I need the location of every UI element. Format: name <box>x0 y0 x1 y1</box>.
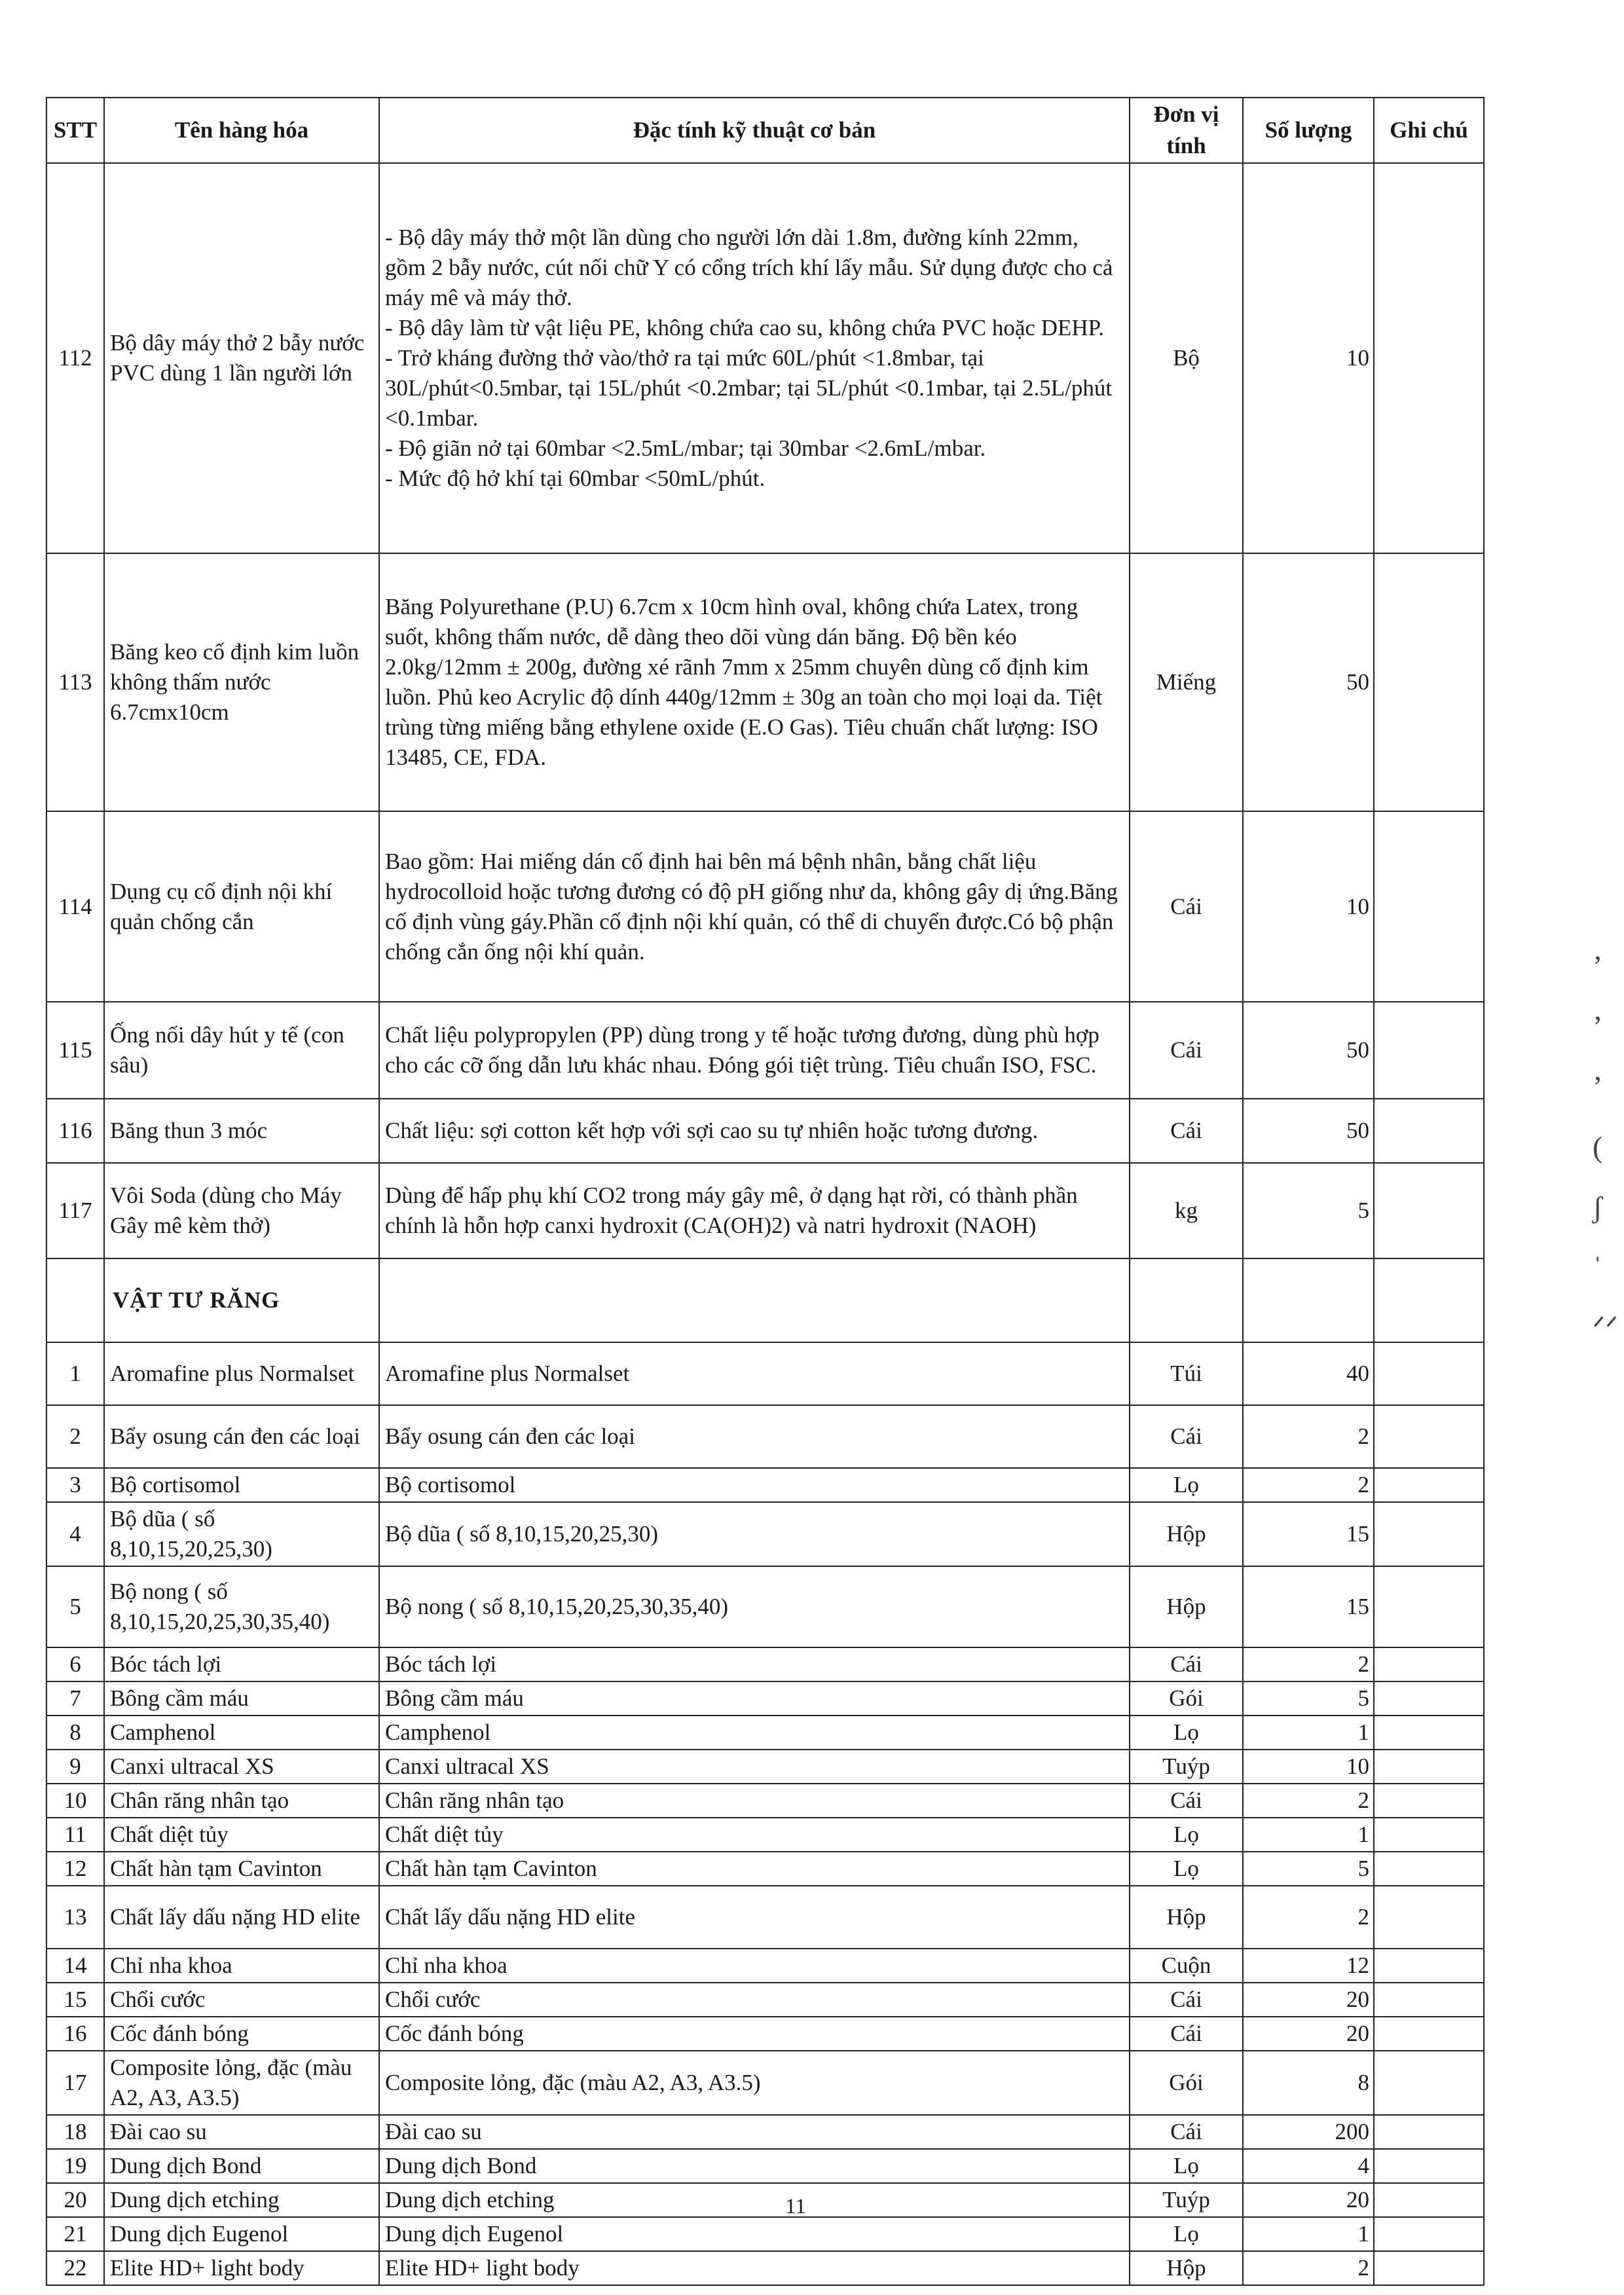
row-unit: Cái <box>1130 1099 1243 1163</box>
row-spec <box>379 1163 1130 1258</box>
row-spec: Bộ nong ( số 8,10,15,20,25,30,35,40) <box>379 1566 1130 1647</box>
row-name: Cốc đánh bóng <box>104 2017 379 2051</box>
row-spec: Bóc tách lợi <box>379 1647 1130 1681</box>
header-spec: Đặc tính kỹ thuật cơ bản <box>379 98 1130 163</box>
spec-line: Chất liệu: sợi cotton kết hợp với sợi cao su tự nhiên hoặc tương đương. <box>385 1118 1039 1143</box>
row-qty: 200 <box>1243 2115 1374 2149</box>
row-unit: Tuýp <box>1130 2183 1243 2217</box>
row-note <box>1374 163 1484 553</box>
row-unit: Cái <box>1130 1784 1243 1818</box>
header-stt: STT <box>46 98 104 163</box>
table-row <box>46 1949 1484 1983</box>
row-unit: Hộp <box>1130 2251 1243 2285</box>
row-stt: 114 <box>46 811 104 1002</box>
row-stt: 16 <box>46 2017 104 2051</box>
row-qty: 1 <box>1243 1818 1374 1852</box>
table-row <box>46 2017 1484 2051</box>
row-spec: Dung dịch Bond <box>379 2149 1130 2183</box>
row-unit: Lọ <box>1130 2217 1243 2251</box>
row-note <box>1374 1852 1484 1886</box>
row-unit: Cuộn <box>1130 1949 1243 1983</box>
row-spec: Bộ dũa ( số 8,10,15,20,25,30) <box>379 1502 1130 1566</box>
spec-line: - Trở kháng đường thở vào/thở ra tại mức 60L/phút <1.8mbar, tại 30L/phút<0.5mbar, tại 15L/phút <0.2mbar; tại 5L/phút <0.1mbar, tại 2.5L/phút <0.1mbar. <box>385 345 1113 431</box>
row-note <box>1374 1099 1484 1163</box>
row-note <box>1374 1342 1484 1405</box>
spec-line: - Bộ dây máy thở một lần dùng cho người lớn dài 1.8m, đường kính 22mm, gồm 2 bẫy nước, cút nối chữ Y có cổng trích khí lấy mẫu. Sử dụng được cho cả máy mê và máy thở. <box>385 225 1113 310</box>
row-stt: 113 <box>46 553 104 811</box>
row-note <box>1374 2149 1484 2183</box>
row-qty: 2 <box>1243 2251 1374 2285</box>
row-stt: 4 <box>46 1502 104 1566</box>
row-qty: 2 <box>1243 1784 1374 1818</box>
section-header-row <box>46 1258 1484 1342</box>
row-qty: 10 <box>1243 163 1374 553</box>
row-qty: 5 <box>1243 1163 1374 1258</box>
row-stt: 116 <box>46 1099 104 1163</box>
row-name: Chất hàn tạm Cavinton <box>104 1852 379 1886</box>
row-spec <box>379 1002 1130 1099</box>
row-spec: Chất diệt tủy <box>379 1818 1130 1852</box>
row-note <box>1374 2017 1484 2051</box>
table-row <box>46 1681 1484 1716</box>
table-row <box>46 1405 1484 1468</box>
row-spec: Elite HD+ light body <box>379 2251 1130 2285</box>
row-qty: 5 <box>1243 1852 1374 1886</box>
table-row <box>46 163 1484 553</box>
row-name: Dung dịch Eugenol <box>104 2217 379 2251</box>
row-spec <box>379 163 1130 553</box>
row-note <box>1374 2051 1484 2115</box>
row-qty: 50 <box>1243 1002 1374 1099</box>
row-qty: 5 <box>1243 1681 1374 1716</box>
row-spec: Chất hàn tạm Cavinton <box>379 1852 1130 1886</box>
row-note <box>1374 1818 1484 1852</box>
row-note <box>1374 1784 1484 1818</box>
table-row <box>46 1566 1484 1647</box>
row-qty: 20 <box>1243 2017 1374 2051</box>
row-spec: Composite lỏng, đặc (màu A2, A3, A3.5) <box>379 2051 1130 2115</box>
row-spec <box>379 553 1130 811</box>
row-spec: Canxi ultracal XS <box>379 1750 1130 1784</box>
row-stt: 5 <box>46 1566 104 1647</box>
row-name: Dụng cụ cố định nội khí quản chống cắn <box>104 811 379 1002</box>
row-spec: Aromafine plus Normalset <box>379 1342 1130 1405</box>
row-qty: 50 <box>1243 1099 1374 1163</box>
row-note <box>1374 811 1484 1002</box>
row-spec: Bộ cortisomol <box>379 1468 1130 1502</box>
row-qty: 2 <box>1243 1405 1374 1468</box>
row-stt: 2 <box>46 1405 104 1468</box>
table-row <box>46 1784 1484 1818</box>
row-qty: 2 <box>1243 1468 1374 1502</box>
row-unit: Tuýp <box>1130 1750 1243 1784</box>
margin-mark: ʃ <box>1593 1190 1603 1224</box>
row-unit: Hộp <box>1130 1886 1243 1949</box>
row-stt: 3 <box>46 1468 104 1502</box>
row-spec: Dung dịch etching <box>379 2183 1130 2217</box>
row-unit: kg <box>1130 1163 1243 1258</box>
row-stt: 12 <box>46 1852 104 1886</box>
row-unit: Cái <box>1130 2115 1243 2149</box>
spec-line: - Bộ dây làm từ vật liệu PE, không chứa cao su, không chứa PVC hoặc DEHP. <box>385 315 1104 340</box>
row-note <box>1374 2251 1484 2285</box>
row-name: Bộ nong ( số 8,10,15,20,25,30,35,40) <box>104 1566 379 1647</box>
row-note <box>1374 1566 1484 1647</box>
row-name: Đài cao su <box>104 2115 379 2149</box>
spec-line: Bao gồm: Hai miếng dán cố định hai bên má bệnh nhân, bằng chất liệu hydrocolloid hoặc tương đương có độ pH giống như da, không gây dị ứng.Băng cố định vùng gáy.Phần cố định nội khí quản, có thể di chuyển được.Có bộ phận chống cắn ống nội khí quản. <box>385 848 1118 964</box>
table-row <box>46 1342 1484 1405</box>
row-stt: 22 <box>46 2251 104 2285</box>
row-spec: Đài cao su <box>379 2115 1130 2149</box>
section-title: VẬT TƯ RĂNG <box>104 1258 379 1342</box>
row-qty: 20 <box>1243 2183 1374 2217</box>
row-name: Bộ cortisomol <box>104 1468 379 1502</box>
row-unit: Cái <box>1130 1647 1243 1681</box>
procurement-table <box>46 97 1485 2286</box>
row-spec: Chân răng nhân tạo <box>379 1784 1130 1818</box>
row-name: Bóc tách lợi <box>104 1647 379 1681</box>
row-unit: Lọ <box>1130 2149 1243 2183</box>
row-qty: 10 <box>1243 1750 1374 1784</box>
document-page <box>46 97 1483 2286</box>
table-row <box>46 1886 1484 1949</box>
row-name: Elite HD+ light body <box>104 2251 379 2285</box>
row-stt: 13 <box>46 1886 104 1949</box>
row-qty: 8 <box>1243 2051 1374 2115</box>
row-name: Composite lỏng, đặc (màu A2, A3, A3.5) <box>104 2051 379 2115</box>
row-unit: Bộ <box>1130 163 1243 553</box>
row-stt: 14 <box>46 1949 104 1983</box>
row-note <box>1374 1983 1484 2017</box>
spec-line: - Độ giãn nở tại 60mbar <2.5mL/mbar; tại 30mbar <2.6mL/mbar. <box>385 435 986 461</box>
row-stt: 15 <box>46 1983 104 2017</box>
table-row <box>46 2149 1484 2183</box>
row-note <box>1374 1750 1484 1784</box>
row-name: Camphenol <box>104 1716 379 1750</box>
row-stt: 17 <box>46 2051 104 2115</box>
table-row <box>46 1750 1484 1784</box>
row-note <box>1374 1468 1484 1502</box>
row-unit: Gói <box>1130 1681 1243 1716</box>
header-qty: Số lượng <box>1243 98 1374 163</box>
row-note <box>1374 1502 1484 1566</box>
row-note <box>1374 1647 1484 1681</box>
table-row <box>46 2051 1484 2115</box>
table-row <box>46 1163 1484 1258</box>
row-note <box>1374 1163 1484 1258</box>
row-name: Băng thun 3 móc <box>104 1099 379 1163</box>
row-note <box>1374 1949 1484 1983</box>
row-name: Bẩy osung cán đen các loại <box>104 1405 379 1468</box>
row-unit: Lọ <box>1130 1468 1243 1502</box>
spec-line: - Mức độ hở khí tại 60mbar <50mL/phút. <box>385 466 766 491</box>
row-note <box>1374 1405 1484 1468</box>
row-unit: Gói <box>1130 2051 1243 2115</box>
table-row <box>46 1099 1484 1163</box>
row-note <box>1374 1681 1484 1716</box>
row-spec <box>379 1099 1130 1163</box>
row-stt: 9 <box>46 1750 104 1784</box>
row-note <box>1374 1002 1484 1099</box>
row-unit: Hộp <box>1130 1566 1243 1647</box>
row-name: Vôi Soda (dùng cho Máy Gây mê kèm thở) <box>104 1163 379 1258</box>
table-row <box>46 1983 1484 2017</box>
header-name: Tên hàng hóa <box>104 98 379 163</box>
table-row <box>46 2115 1484 2149</box>
row-name: Chất diệt tủy <box>104 1818 379 1852</box>
row-stt: 19 <box>46 2149 104 2183</box>
row-stt: 20 <box>46 2183 104 2217</box>
table-row <box>46 1852 1484 1886</box>
table-row <box>46 553 1484 811</box>
row-stt: 8 <box>46 1716 104 1750</box>
row-qty: 20 <box>1243 1983 1374 2017</box>
row-name: Băng keo cố định kim luồn không thấm nước 6.7cmx10cm <box>104 553 379 811</box>
table-row <box>46 2183 1484 2217</box>
row-unit: Lọ <box>1130 1852 1243 1886</box>
table-row <box>46 811 1484 1002</box>
row-stt: 10 <box>46 1784 104 1818</box>
header-unit: Đơn vị tính <box>1130 98 1243 163</box>
row-spec: Cốc đánh bóng <box>379 2017 1130 2051</box>
row-note <box>1374 553 1484 811</box>
row-note <box>1374 2217 1484 2251</box>
row-spec: Bông cầm máu <box>379 1681 1130 1716</box>
row-name: Bông cầm máu <box>104 1681 379 1716</box>
page-number: 11 <box>785 2195 806 2218</box>
table-row <box>46 1002 1484 1099</box>
spec-line: Băng Polyurethane (P.U) 6.7cm x 10cm hình oval, không chứa Latex, trong suốt, không thấm nước, dễ dàng theo dõi vùng dán băng. Độ bền kéo 2.0kg/12mm ± 200g, đường xé rãnh 7mm x 25mm chuyên dùng cố định kim luồn. Phủ keo Acrylic độ dính 440g/12mm ± 30g an toàn cho mọi loại da. Tiệt trùng từng miếng bằng ethylene oxide (E.O Gas). Tiêu chuẩn chất lượng: ISO 13485, CE, FDA. <box>385 594 1103 770</box>
row-note <box>1374 2183 1484 2217</box>
spec-line: Chất liệu polypropylen (PP) dùng trong y tế hoặc tương đương, dùng phù hợp cho các cỡ ống dẫn lưu khác nhau. Đóng gói tiệt trùng. Tiêu chuẩn ISO, FSC. <box>385 1022 1099 1078</box>
row-qty: 10 <box>1243 811 1374 1002</box>
margin-pen-marks <box>1593 936 1619 1358</box>
row-name: Chỉ nha khoa <box>104 1949 379 1983</box>
row-name: Chổi cước <box>104 1983 379 2017</box>
row-qty: 2 <box>1243 1647 1374 1681</box>
table-row <box>46 1716 1484 1750</box>
row-name: Ống nối dây hút y tế (con sâu) <box>104 1002 379 1099</box>
row-stt: 7 <box>46 1681 104 1716</box>
row-spec: Camphenol <box>379 1716 1130 1750</box>
row-unit: Lọ <box>1130 1818 1243 1852</box>
row-qty: 50 <box>1243 553 1374 811</box>
row-stt: 115 <box>46 1002 104 1099</box>
row-unit: Cái <box>1130 1405 1243 1468</box>
table-row <box>46 2217 1484 2251</box>
row-qty: 15 <box>1243 1502 1374 1566</box>
dental-supplies-body <box>46 1342 1484 2285</box>
table-header-row <box>46 98 1484 163</box>
margin-mark: ᐟᐟ <box>1593 1311 1618 1344</box>
row-unit: Lọ <box>1130 1716 1243 1750</box>
row-stt: 18 <box>46 2115 104 2149</box>
table-row <box>46 1818 1484 1852</box>
table-row <box>46 1502 1484 1566</box>
row-stt: 117 <box>46 1163 104 1258</box>
row-stt: 1 <box>46 1342 104 1405</box>
row-note <box>1374 1716 1484 1750</box>
table-row <box>46 1468 1484 1502</box>
spec-line: Dùng để hấp phụ khí CO2 trong máy gây mê, ở dạng hạt rời, có thành phần chính là hỗn hợp canxi hydroxit (CA(OH)2) và natri hydroxit (NAOH) <box>385 1183 1078 1238</box>
row-qty: 4 <box>1243 2149 1374 2183</box>
table-row <box>46 1647 1484 1681</box>
row-qty: 40 <box>1243 1342 1374 1405</box>
margin-mark: ʼ <box>1593 1070 1603 1103</box>
header-note: Ghi chú <box>1374 98 1484 163</box>
row-note <box>1374 1886 1484 1949</box>
row-qty: 1 <box>1243 1716 1374 1750</box>
row-name: Chân răng nhân tạo <box>104 1784 379 1818</box>
row-spec: Chổi cước <box>379 1983 1130 2017</box>
row-name: Bộ dây máy thở 2 bẫy nước PVC dùng 1 lần người lớn <box>104 163 379 553</box>
row-unit: Túi <box>1130 1342 1243 1405</box>
margin-mark: ( <box>1593 1130 1603 1164</box>
row-unit: Cái <box>1130 1983 1243 2017</box>
row-stt: 112 <box>46 163 104 553</box>
row-spec: Chỉ nha khoa <box>379 1949 1130 1983</box>
margin-mark: ʼ ʼ <box>1593 949 1603 1043</box>
row-note <box>1374 2115 1484 2149</box>
row-unit: Cái <box>1130 2017 1243 2051</box>
margin-mark: ˈ <box>1593 1251 1603 1284</box>
row-unit: Miếng <box>1130 553 1243 811</box>
row-unit: Cái <box>1130 1002 1243 1099</box>
row-unit: Cái <box>1130 811 1243 1002</box>
row-unit: Hộp <box>1130 1502 1243 1566</box>
row-qty: 12 <box>1243 1949 1374 1983</box>
row-spec <box>379 811 1130 1002</box>
row-stt: 11 <box>46 1818 104 1852</box>
row-qty: 15 <box>1243 1566 1374 1647</box>
row-qty: 2 <box>1243 1886 1374 1949</box>
row-spec: Chất lấy dấu nặng HD elite <box>379 1886 1130 1949</box>
row-name: Aromafine plus Normalset <box>104 1342 379 1405</box>
row-name: Canxi ultracal XS <box>104 1750 379 1784</box>
row-spec: Dung dịch Eugenol <box>379 2217 1130 2251</box>
row-name: Chất lấy dấu nặng HD elite <box>104 1886 379 1949</box>
row-qty: 1 <box>1243 2217 1374 2251</box>
row-spec: Bẩy osung cán đen các loại <box>379 1405 1130 1468</box>
row-stt: 21 <box>46 2217 104 2251</box>
row-stt: 6 <box>46 1647 104 1681</box>
table-row <box>46 2251 1484 2285</box>
row-name: Bộ dũa ( số 8,10,15,20,25,30) <box>104 1502 379 1566</box>
row-name: Dung dịch Bond <box>104 2149 379 2183</box>
row-name: Dung dịch etching <box>104 2183 379 2217</box>
